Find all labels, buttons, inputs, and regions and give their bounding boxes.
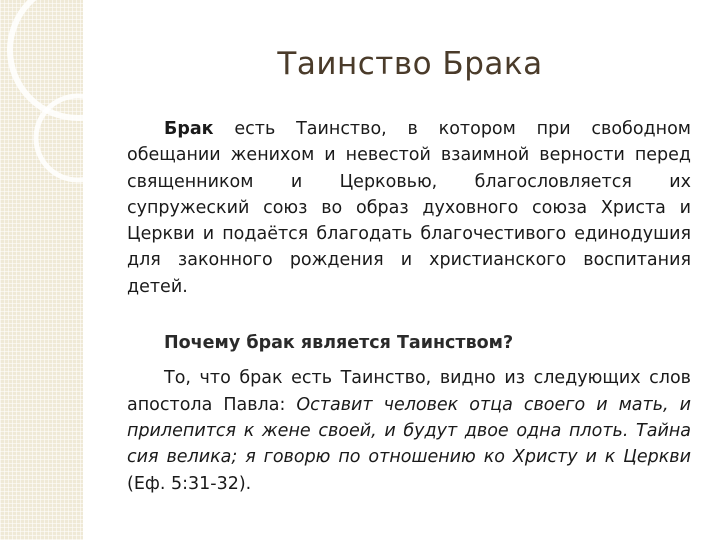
lead-word: Брак [164,119,214,139]
scripture-quote: Оставит человек отца своего и мать, и прилепится к жене своей, и будут двое одна плоть. Тайна сия велика; я говорю по отношению ко Христу и к Церкви [127,394,691,468]
decorative-circles [0,0,83,540]
scripture-reference: (Еф. 5:31-32). [127,473,252,494]
question-heading: Почему брак является Таинством? [164,333,514,354]
definition-paragraph [127,116,691,300]
slide-title: Таинство Брака [277,46,543,82]
answer-intro: То, что брак есть Таинство, видно из следующих слов апостола Павла: [127,368,691,415]
decorative-side-band [0,0,83,540]
slide-body [127,116,691,497]
definition-text: есть Таинство, в котором при свободном обещании женихом и невестой взаимной верности перед священником и Церковью, благословляется их супружеский союз во образ духовного союза Христа и Церкви и подаётся благодать благочестивого единодушия для законного рождения и христианского воспитания детей. [127,119,691,297]
side-divider [83,0,87,540]
answer-paragraph [127,365,691,496]
